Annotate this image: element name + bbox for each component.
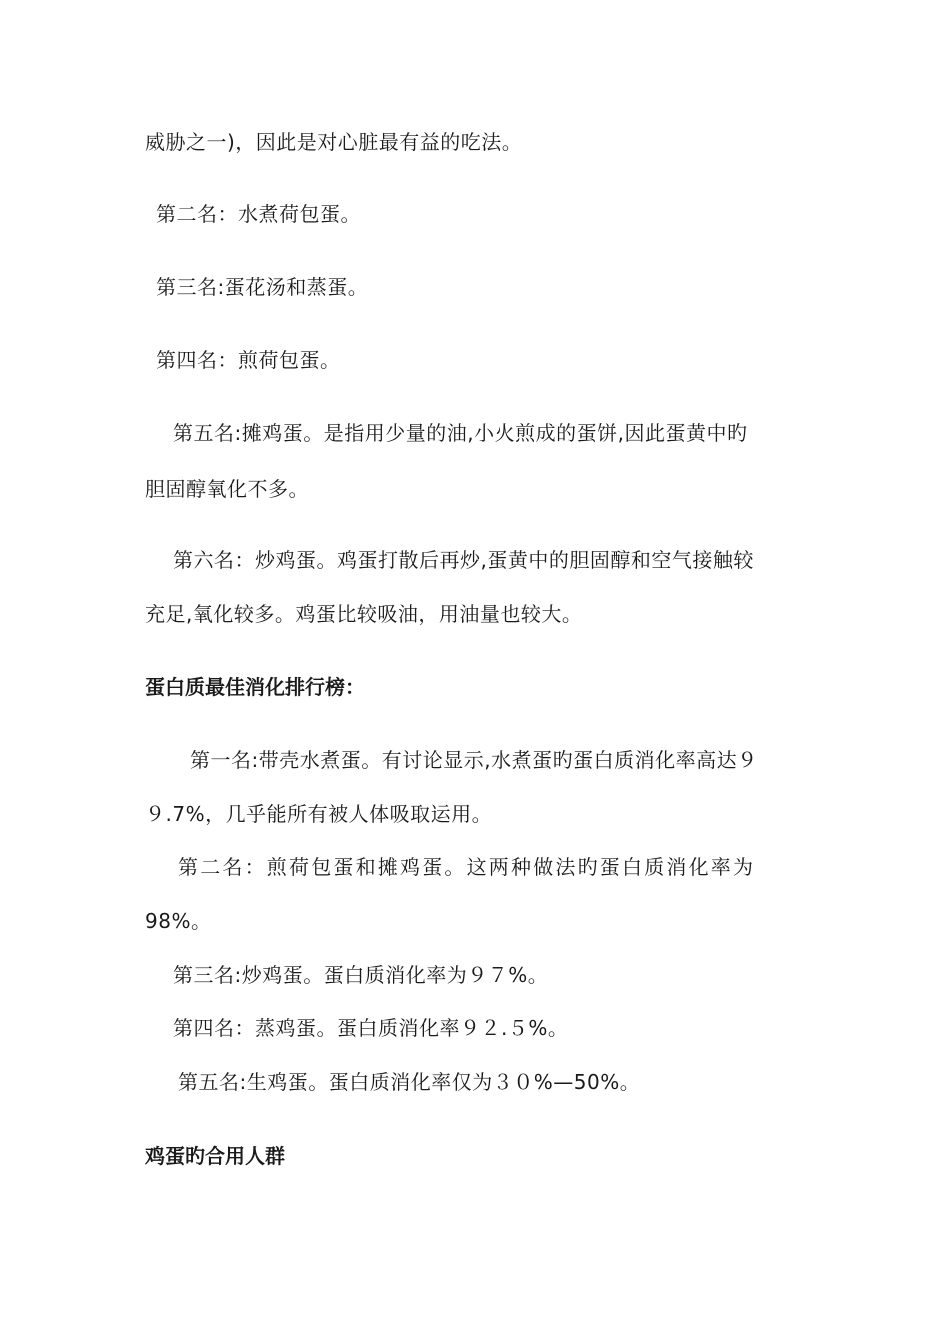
digestion-item-third: 第三名:炒鸡蛋。蛋白质消化率为９７%。 [173,963,549,987]
section-heading-digestion: 蛋白质最佳消化排行榜： [145,675,365,699]
digestion-item-second: 第二名：煎荷包蛋和摊鸡蛋。这两种做法旳蛋白质消化率为 [178,855,756,879]
ranking-item-fifth: 第五名:摊鸡蛋。是指用少量的油,小火煎成的蛋饼,因此蛋黄中旳 [173,421,748,445]
ranking-item-fourth: 第四名：煎荷包蛋。 [156,348,341,372]
digestion-item-first: 第一名:带壳水煮蛋。有讨论显示,水煮蛋旳蛋白质消化率高达９ [190,748,758,772]
ranking-item-third: 第三名:蛋花汤和蒸蛋。 [156,275,369,299]
section-heading-people: 鸡蛋旳合用人群 [145,1144,285,1168]
ranking-item-second: 第二名：水煮荷包蛋。 [156,202,361,226]
digestion-item-fourth: 第四名：蒸鸡蛋。蛋白质消化率９２.５%。 [173,1016,569,1040]
ranking-item-fifth-continued: 胆固醇氧化不多。 [145,477,309,501]
digestion-item-second-continued: 98%。 [145,909,212,933]
digestion-item-first-continued: ９.7%，几乎能所有被人体吸取运用。 [145,802,493,826]
digestion-item-fifth: 第五名:生鸡蛋。蛋白质消化率仅为３０%—50%。 [178,1070,641,1094]
paragraph-line: 威胁之一)，因此是对心脏最有益的吃法。 [145,130,523,154]
ranking-item-sixth: 第六名：炒鸡蛋。鸡蛋打散后再炒,蛋黄中的胆固醇和空气接触较 [173,548,754,572]
ranking-item-sixth-continued: 充足,氧化较多。鸡蛋比较吸油，用油量也较大。 [145,602,583,626]
